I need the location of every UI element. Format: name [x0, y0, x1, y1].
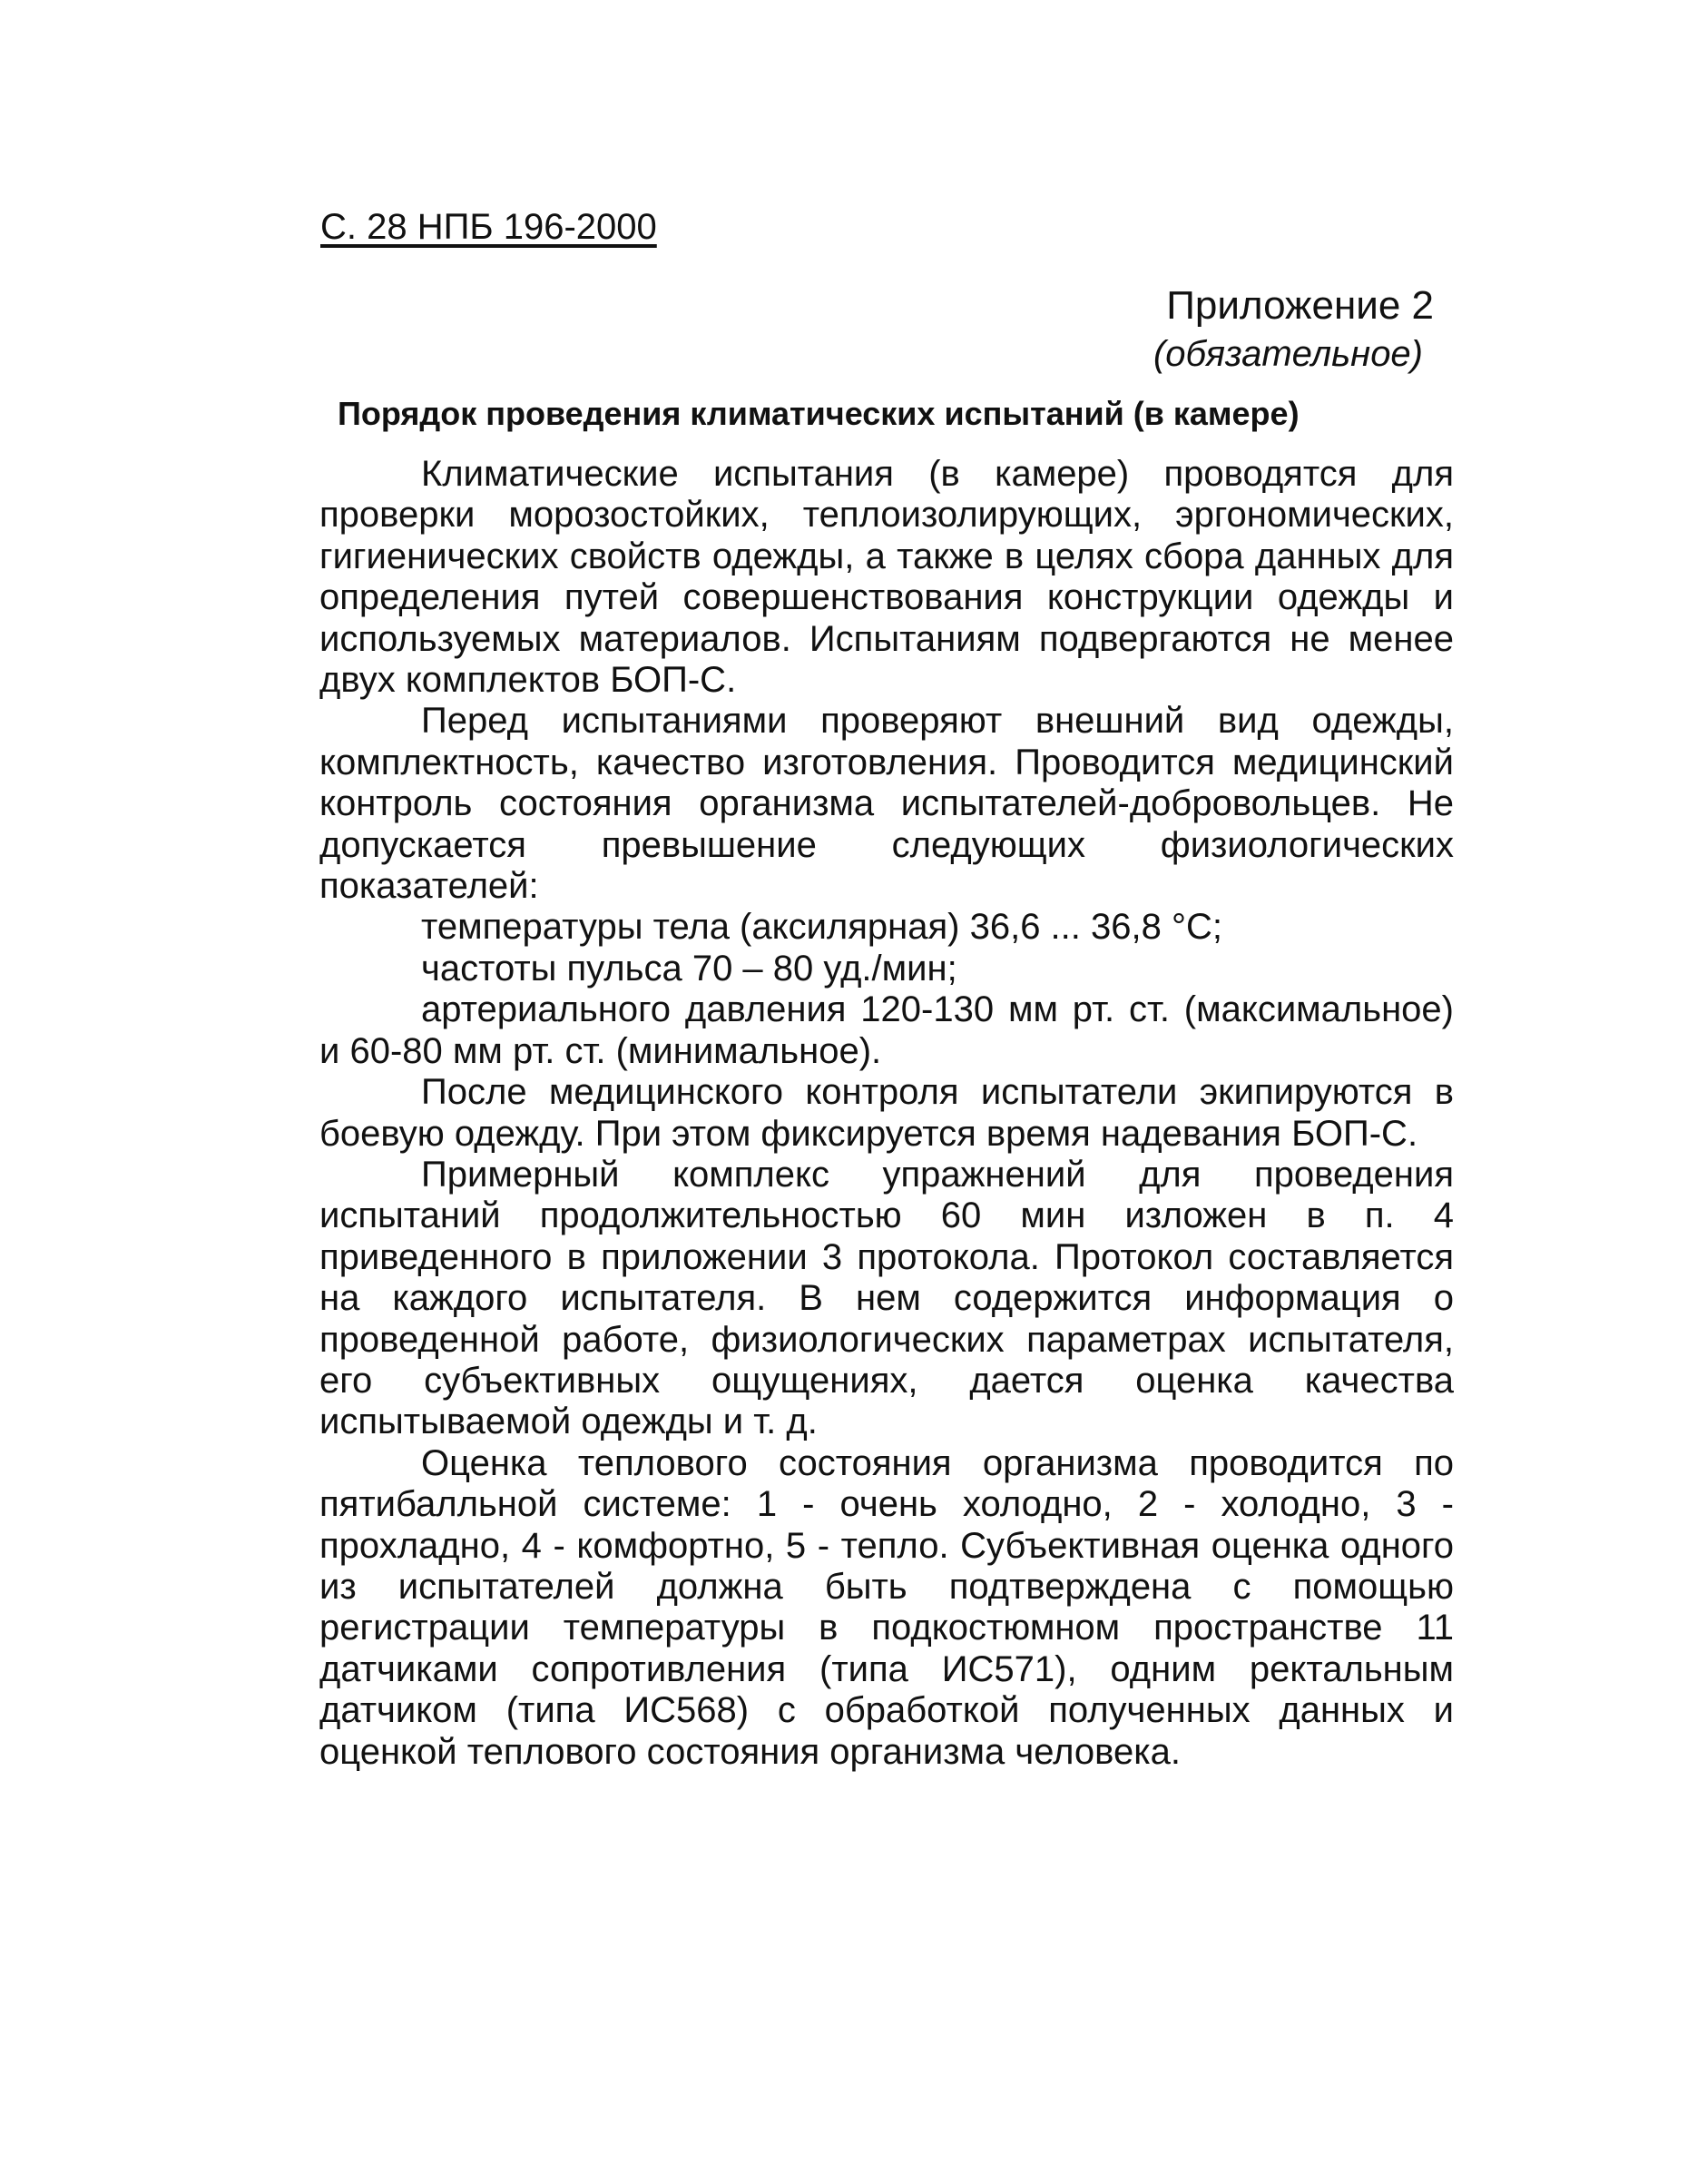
- body-text: [319, 454, 1454, 1773]
- appendix-status: (обязательное): [1153, 334, 1423, 374]
- paragraph-equipping: После медицинского контроля испытатели экипируются в боевую одежду. При этом фиксируется время надевания БОП-С.: [319, 1072, 1454, 1154]
- paragraph-exercise-protocol: Примерный комплекс упражнений для проведения испытаний продолжительностью 60 мин изложен в п. 4 приведенного в приложении 3 протокола. Протокол составляется на каждого испытателя. В нем содержится информация о проведенной работе, физиологических параметрах испытателя, его субъективных ощущениях, дается оценка качества испытываемой одежды и т. д.: [319, 1154, 1454, 1442]
- section-heading: Порядок проведения климатических испытаний (в камере): [338, 395, 1300, 432]
- list-item-blood-pressure: артериального давления 120-130 мм рт. ст. (максимальное) и 60-80 мм рт. ст. (минимальное).: [319, 989, 1454, 1071]
- paragraph-purpose: Климатические испытания (в камере) проводятся для проверки морозостойких, теплоизолирующих, эргономических, гигиенических свойств одежды, а также в целях сбора данных для определения путей совершенствования конструкции одежды и используемых материалов. Испытаниям подвергаются не менее двух комплектов БОП-С.: [319, 454, 1454, 701]
- appendix-title: Приложение 2: [1166, 283, 1434, 328]
- list-item-pulse-rate: частоты пульса 70 – 80 уд./мин;: [421, 948, 957, 989]
- page-reference-header: С. 28 НПБ 196-2000: [320, 207, 657, 247]
- paragraph-pre-test-checks: Перед испытаниями проверяют внешний вид одежды, комплектность, качество изготовления. Проводится медицинский контроль состояния организма испытателей-добровольцев. Не допускается превышение следующих физиологических показателей:: [319, 701, 1454, 907]
- list-item-body-temperature: температуры тела (аксилярная) 36,6 ... 36,8 °С;: [421, 907, 1222, 948]
- paragraph-thermal-assessment: Оценка теплового состояния организма проводится по пятибалльной системе: 1 - очень холодно, 2 - холодно, 3 - прохладно, 4 - комфортно, 5 - тепло. Субъективная оценка одного из испытателей должна быть подтверждена с помощью регистрации температуры в подкостюмном пространстве 11 датчиками сопротивления (типа ИС571), одним ректальным датчиком (типа ИС568) с обработкой полученных данных и оценкой теплового состояния организма человека.: [319, 1442, 1454, 1772]
